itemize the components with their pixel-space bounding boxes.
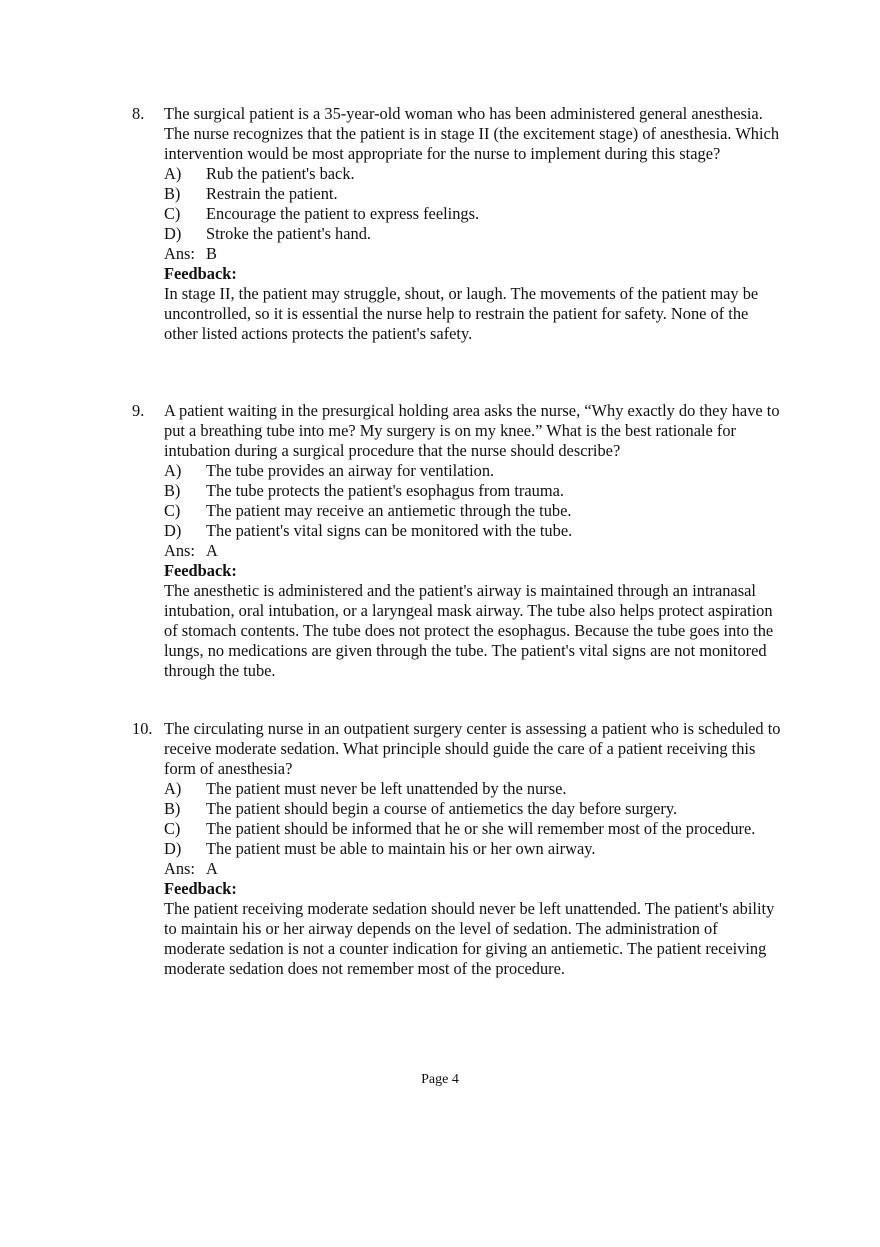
option-d <box>164 521 782 541</box>
option-c <box>164 501 782 521</box>
question-stem: The circulating nurse in an outpatient surgery center is assessing a patient who is scheduled to receive moderate sedation. What principle should guide the care of a patient receiving this form of anesthesia? <box>164 719 781 778</box>
answer-label: Ans: <box>164 859 195 878</box>
option-text: The tube protects the patient's esophagus from trauma. <box>206 481 564 500</box>
option-letter: C) <box>164 819 181 838</box>
option-text: The patient should be informed that he or she will remember most of the procedure. <box>206 819 756 838</box>
option-text: The patient's vital signs can be monitored with the tube. <box>206 521 573 540</box>
option-letter: D) <box>164 521 182 540</box>
answer-line <box>164 244 782 264</box>
question-8 <box>132 104 782 344</box>
option-a <box>164 461 782 481</box>
option-letter: D) <box>164 839 182 858</box>
option-letter: A) <box>164 461 182 480</box>
option-b <box>164 799 782 819</box>
answer-value: A <box>206 541 218 560</box>
option-text: The patient must never be left unattended by the nurse. <box>206 779 567 798</box>
answer-value: A <box>206 859 218 878</box>
option-letter: C) <box>164 204 181 223</box>
answer-value: B <box>206 244 217 263</box>
option-a <box>164 164 782 184</box>
option-b <box>164 184 782 204</box>
option-c <box>164 204 782 224</box>
option-letter: B) <box>164 184 181 203</box>
option-text: The patient must be able to maintain his or her own airway. <box>206 839 596 858</box>
question-9 <box>132 401 782 681</box>
feedback-text: The patient receiving moderate sedation should never be left unattended. The patient's ability to maintain his or her airway depends on the level of sedation. The administration of moderate sedation is not a counter indication for giving an antiemetic. The patient receiving moderate sedation does not remember most of the procedure. <box>164 899 775 978</box>
question-stem: A patient waiting in the presurgical holding area asks the nurse, “Why exactly do they have to put a breathing tube into me? My surgery is on my knee.” What is the best rationale for intubation during a surgical procedure that the nurse should describe? <box>164 401 780 460</box>
feedback-label: Feedback: <box>164 561 237 580</box>
option-b <box>164 481 782 501</box>
feedback-text: In stage II, the patient may struggle, shout, or laugh. The movements of the patient may be uncontrolled, so it is essential the nurse help to restrain the patient for safety. None of the other listed actions protects the patient's safety. <box>164 284 759 343</box>
page-number: Page 4 <box>421 1072 459 1087</box>
answer-label: Ans: <box>164 244 195 263</box>
option-a <box>164 779 782 799</box>
option-letter: C) <box>164 501 181 520</box>
option-letter: B) <box>164 799 181 818</box>
question-stem: The surgical patient is a 35-year-old woman who has been administered general anesthesia. The nurse recognizes that the patient is in stage II (the excitement stage) of anesthesia. Which intervention would be most appropriate for the nurse to implement during this stage? <box>164 104 780 163</box>
option-d <box>164 839 782 859</box>
answer-label: Ans: <box>164 541 195 560</box>
option-text: Rub the patient's back. <box>206 164 355 183</box>
option-letter: B) <box>164 481 181 500</box>
option-text: The patient should begin a course of antiemetics the day before surgery. <box>206 799 678 818</box>
question-number: 8. <box>132 104 145 123</box>
option-c <box>164 819 782 839</box>
option-letter: D) <box>164 224 182 243</box>
answer-line <box>164 541 782 561</box>
feedback-text: The anesthetic is administered and the patient's airway is maintained through an intranasal intubation, oral intubation, or a laryngeal mask airway. The tube also helps protect aspiration of stomach contents. The tube does not protect the esophagus. Because the tube goes into the lungs, no medications are given through the tube. The patient's vital signs are not monitored through the tube. <box>164 581 774 680</box>
feedback-label: Feedback: <box>164 879 237 898</box>
option-text: Restrain the patient. <box>206 184 338 203</box>
option-d <box>164 224 782 244</box>
option-text: The patient may receive an antiemetic through the tube. <box>206 501 572 520</box>
option-text: Stroke the patient's hand. <box>206 224 372 243</box>
feedback-label: Feedback: <box>164 264 237 283</box>
option-text: Encourage the patient to express feelings. <box>206 204 480 223</box>
question-number: 10. <box>132 719 153 738</box>
answer-line <box>164 859 782 879</box>
option-letter: A) <box>164 779 182 798</box>
question-number: 9. <box>132 401 145 420</box>
option-letter: A) <box>164 164 182 183</box>
option-text: The tube provides an airway for ventilation. <box>206 461 495 480</box>
question-10 <box>132 719 782 979</box>
